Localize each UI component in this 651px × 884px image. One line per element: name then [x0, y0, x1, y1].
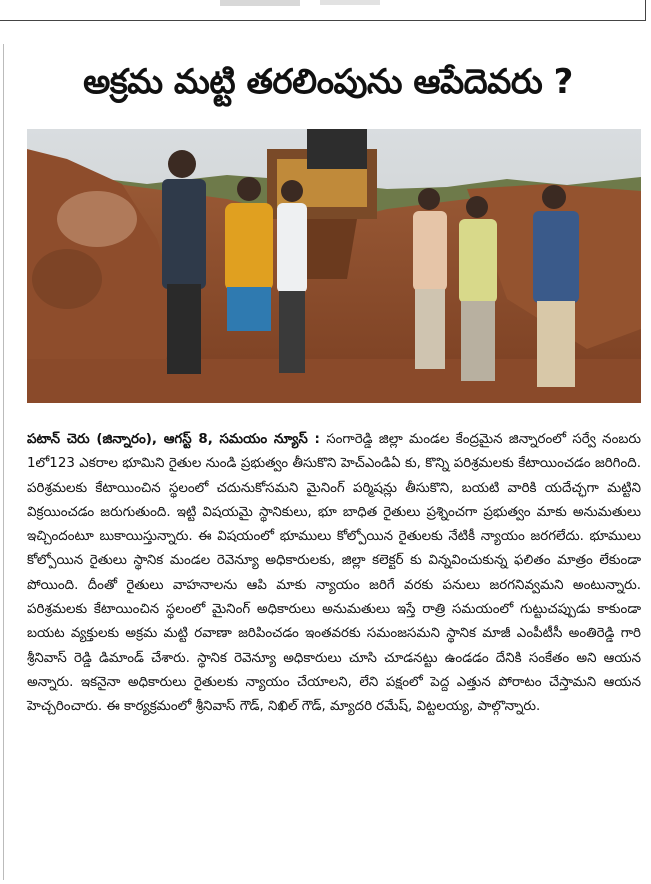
clipped-text-fragment	[320, 0, 380, 5]
headline: అక్రమ మట్టి తరలింపును ఆపేదెవరు ?	[83, 62, 573, 102]
news-photo	[27, 129, 641, 403]
previous-article-edge	[0, 0, 651, 26]
divider	[645, 0, 646, 21]
column-rule	[3, 44, 4, 880]
dateline: పటాన్ చెరు (జిన్నారం), ఆగస్ట్ 8, సమయం న్యూస్ :	[27, 432, 320, 447]
divider	[0, 20, 645, 21]
article-body	[27, 428, 641, 720]
article-text: సంగారెడ్డి జిల్లా మండల కేంద్రమైన జిన్నారంలో సర్వే నంబరు 1లో123 ఎకరాల భూమిని రైతుల నుండి ప్రభుత్వం తీసుకొని హెచ్ఎండిఏ కు, కొన్ని పరిశ్రమలకు కేటాయించడం జరిగింది. పరిశ్రమలకు కేటాయించిన స్థలంలో చదునుకోసమని మైనింగ్ పర్మిషన్లు తీసుకొని, బయటి వారికి యదేచ్ఛగా మట్టిని విక్రయించడం జరుగుతుంది. ఇట్టి విషయమై స్థానికులు, భూ బాధిత రైతులు ప్రశ్నించగా ప్రభుత్వం మాకు అనుమతులు ఇచ్చిందంటూ బుకాయిస్తున్నారు. ఈ విషయంలో భూములు కోల్పోయిన రైతులకు నేటికీ న్యాయం జరగలేదు. భూములు కోల్పోయిన రైతులు స్థానిక మండల రెవెన్యూ అధికారులకు, జిల్లా కలెక్టర్ కు విన్నవించుకున్న ఫలితం మాత్రం లేకుండా పోయింది. దీంతో రైతులు వాహనాలను ఆపి మాకు న్యాయం జరిగే వరకు పనులు జరగనివ్వమని అంటున్నారు. పరిశ్రమలకు కేటాయించిన స్థలంలో మైనింగ్ అధికారులు అనుమతులు ఇస్తే రాత్రి సమయంలో గుట్టుచప్పుడు కాకుండా బయట వ్యక్తులకు అక్రమ మట్టి రవాణా జరిపించడం ఇంతవరకు సమంజసమని స్థానిక మాజీ ఎంపీటీసీ అంతిరెడ్డి గారి శ్రీనివాస్ రెడ్డి డిమాండ్ చేశారు. స్థానిక రెవెన్యూ అధికారులు చూసి చూడనట్టు ఉండడం దేనికి సంకేతం అని ఆయన అన్నారు. ఇకనైనా అధికారులు రైతులకు న్యాయం చేయాలని, లేని పక్షంలో పెద్ద ఎత్తున పోరాటం చేస్తామని ఆయన హెచ్చరించారు. ఈ కార్యక్రమంలో శ్రీనివాస్ గౌడ్, నిఖిల్ గౌడ్, మ్యాదరి రమేష్, విట్టలయ్య, పాల్గొన్నారు.	[27, 432, 641, 715]
clipped-text-fragment	[220, 0, 300, 6]
